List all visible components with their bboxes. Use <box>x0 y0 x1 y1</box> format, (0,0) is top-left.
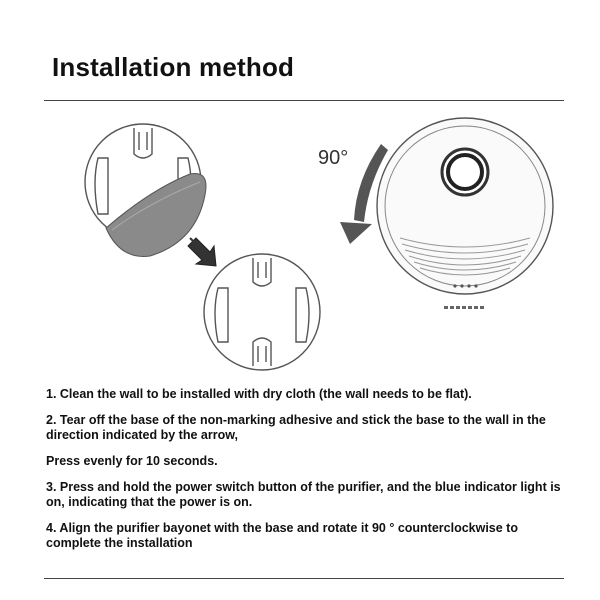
rotation-label: 90° <box>318 147 349 169</box>
arrow-down-right-icon <box>188 238 216 266</box>
page-title: Installation method <box>52 52 295 82</box>
step-1: 1. Clean the wall to be installed with dry cloth (the wall needs to be flat). <box>46 387 472 401</box>
wall-base <box>204 254 320 370</box>
step-4: 4. Align the purifier bayonet with the base and rotate it 90 ° counterclockwise to complete the installation <box>46 521 518 550</box>
air-purifier-front <box>377 118 553 309</box>
step-2: 2. Tear off the base of the non-marking adhesive and stick the base to the wall in the direction indicated by the arrow, <box>46 413 546 442</box>
step-3: 3. Press and hold the power switch button of the purifier, and the blue indicator light is on, indicating that the power is on. <box>46 480 561 509</box>
bottom-divider <box>44 578 564 579</box>
top-divider <box>44 100 564 101</box>
instruction-steps <box>46 387 566 562</box>
step-2-note: Press evenly for 10 seconds. <box>46 454 218 468</box>
installation-illustration <box>0 110 600 380</box>
